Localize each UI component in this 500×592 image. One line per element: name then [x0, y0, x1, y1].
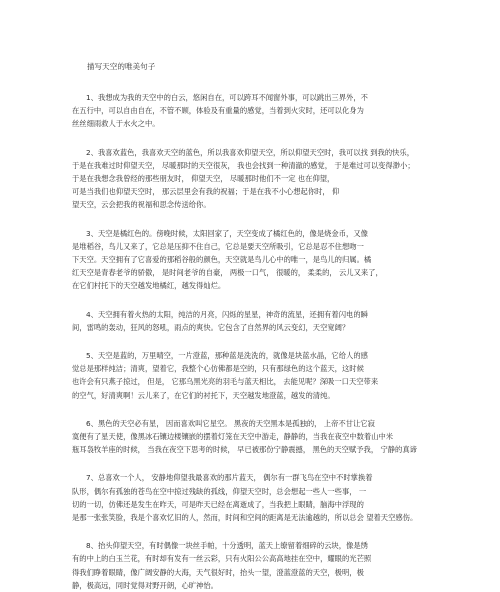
paragraph-line: 得我们睁着眼睛，像广阔安静的大海，天气很好时，抬头一望，澄蓝澄蓝的天空，极明，极: [72, 567, 364, 577]
paragraph-line: 7、总喜欢一个人， 安静地仰望我最喜欢的那片蓝天， 偶尔有一群飞鸟在空中不时掌换着: [86, 473, 373, 483]
paragraph: [72, 471, 460, 524]
paragraph-line: 红天空是青春老爷的骄傲， 是时间老爷的自豪， 两极一口气， 很暖的， 柔柔的， 云儿又来了，: [72, 268, 383, 278]
paragraph: [72, 146, 460, 212]
paragraph-line: 有的中上的白玉兰花，有时却有发有一丝云彩，只有火阳公公高高地挂在空中，耀眼的光芒照: [72, 554, 372, 564]
paragraph-line: 2、我喜欢蓝色，我喜欢天空的蓝色，所以我喜欢仰望天空，所以仰望天空时，我可以找 到我的快乐，: [86, 147, 415, 157]
paragraph-line: 间，雷鸣的轰动，狂风的怒吼，雨点的爽快。它包含了自然界的风云变幻，天空宽阔？: [72, 322, 350, 332]
paragraph-line: 5、天空是蓝的，万里晴空，一片澄蓝，那种蓝是洗洗的，就像是块蓝水晶，它给人的感: [86, 351, 368, 361]
paragraph-line: 在它们村托下的天空越发地橘红，越发得灿烂。: [72, 281, 226, 291]
paragraph-line: 觉总是那样纯洁；清爽，望着它，我整个心仿佛都是空的，只有那绿色的这个蓝天，这时候: [72, 364, 364, 374]
paragraph: [72, 417, 460, 457]
paragraph-line: 可是当我们也仰望天空时， 那云层里会有我的祝福；于是在我不小心想起你时， 仰: [72, 187, 340, 197]
paragraph: [72, 227, 460, 293]
paragraph-line: 切的一切，仿佛还是发生在昨天，可是昨天已经在离逝成了，当我把上眼睛，脑海中浮现的: [72, 499, 364, 509]
paragraph-line: 队形，偶尔有孤独的苍鸟在空中掠过残缺的孤线，仰望天空时，总会想起一些人一些事， 一: [72, 486, 367, 496]
paragraph-line: 静，极高远，同时觉得对野开朗，心旷神怡。: [72, 580, 218, 590]
paragraph-line: 丝丝细雨救人于水火之中。: [72, 119, 160, 129]
paragraph: [72, 349, 460, 402]
paragraph-line: 瓶耳袅牧羊座的时候， 当我在夜空下思考的时候， 早已被那份宁静震撼， 黑色的天空赋予我， 宁静的真谛: [72, 445, 417, 455]
document-body: [72, 91, 460, 592]
paragraph: [72, 91, 460, 131]
paragraph-line: 在五行中，可以自由自在，不管不顾，体验及有重量的感觉，当着到火灾时，还可以化身为: [72, 106, 364, 116]
paragraph: [72, 308, 460, 334]
paragraph-line: 6、黑色的天空必有星， 因而喜欢叫它星空。 黑夜的天空黑本是孤独的， 上帝不甘让它寂: [86, 418, 375, 428]
paragraph-line: 也许会有只燕子掠过， 但是， 它那乌黑光亮的羽毛与蓝天相比， 去能见呢？深吸一口天空带来: [72, 377, 379, 387]
paragraph-line: 的空气，好清爽啊！云儿来了，在它们的衬托下，天空越发地澄蓝，越发的清纯。: [72, 390, 335, 400]
paragraph-line: 是那一张张笑脸，我是个喜欢忆旧的人，然而，时间和空间的距离是无法逾越的，所以总会 望着天空感伤。: [72, 513, 418, 523]
paragraph-line: 8、抬头仰望天空，有时偶像一块丝手帕，十分透明，蓝天上缭留着细碎的云块，像是绣: [86, 541, 368, 551]
paragraph-line: 寞便有了星天使，像黑冰石镶边楼镶嵌的摆着灯笼在天空中游走，静静的，当我在夜空中数着山中米: [72, 432, 394, 442]
document-title: 描写天空的唯美句子: [87, 62, 156, 71]
paragraph-line: 4、天空拥有着火热的太阳，纯洁的月亮，闪烁的星星，神奇的流星，还拥有着闪电的瞬: [86, 309, 368, 319]
paragraph-line: 3、天空是橘红色的。傍晚时候，太阳回家了，天空变成了橘红色的，像是烧金币，又像: [86, 228, 368, 238]
paragraph-line: 1、我想成为我的天空中的白云，悠闲自在，可以跨耳不闻窗外事，可以跳出三界外，不: [86, 93, 368, 102]
paragraph-line: 下天空。天空拥有了它喜爱的那稻谷般的颜色，天空就是鸟儿心中的唯一，是鸟儿的归属。橘: [72, 255, 372, 265]
paragraph-line: 望天空，云会把我的祝福和思念传送给你。: [72, 200, 211, 210]
paragraph-line: 于是在我想念我曾经的那些朋友时， 仰望天空， 尽暖那时他们不一定 也在仰望，: [72, 174, 335, 184]
paragraph-line: 于是在我难过时仰望天空， 尽暖那时的天空很灰， 我也会找到一种清澈的感觉， 于是难过可以变得渺小；: [72, 160, 415, 170]
paragraph-line: 是堆稻谷，鸟儿又来了，它总是压抑不住自己，它总是要天空所吸引，它总是忍不住想吻一: [72, 241, 364, 251]
